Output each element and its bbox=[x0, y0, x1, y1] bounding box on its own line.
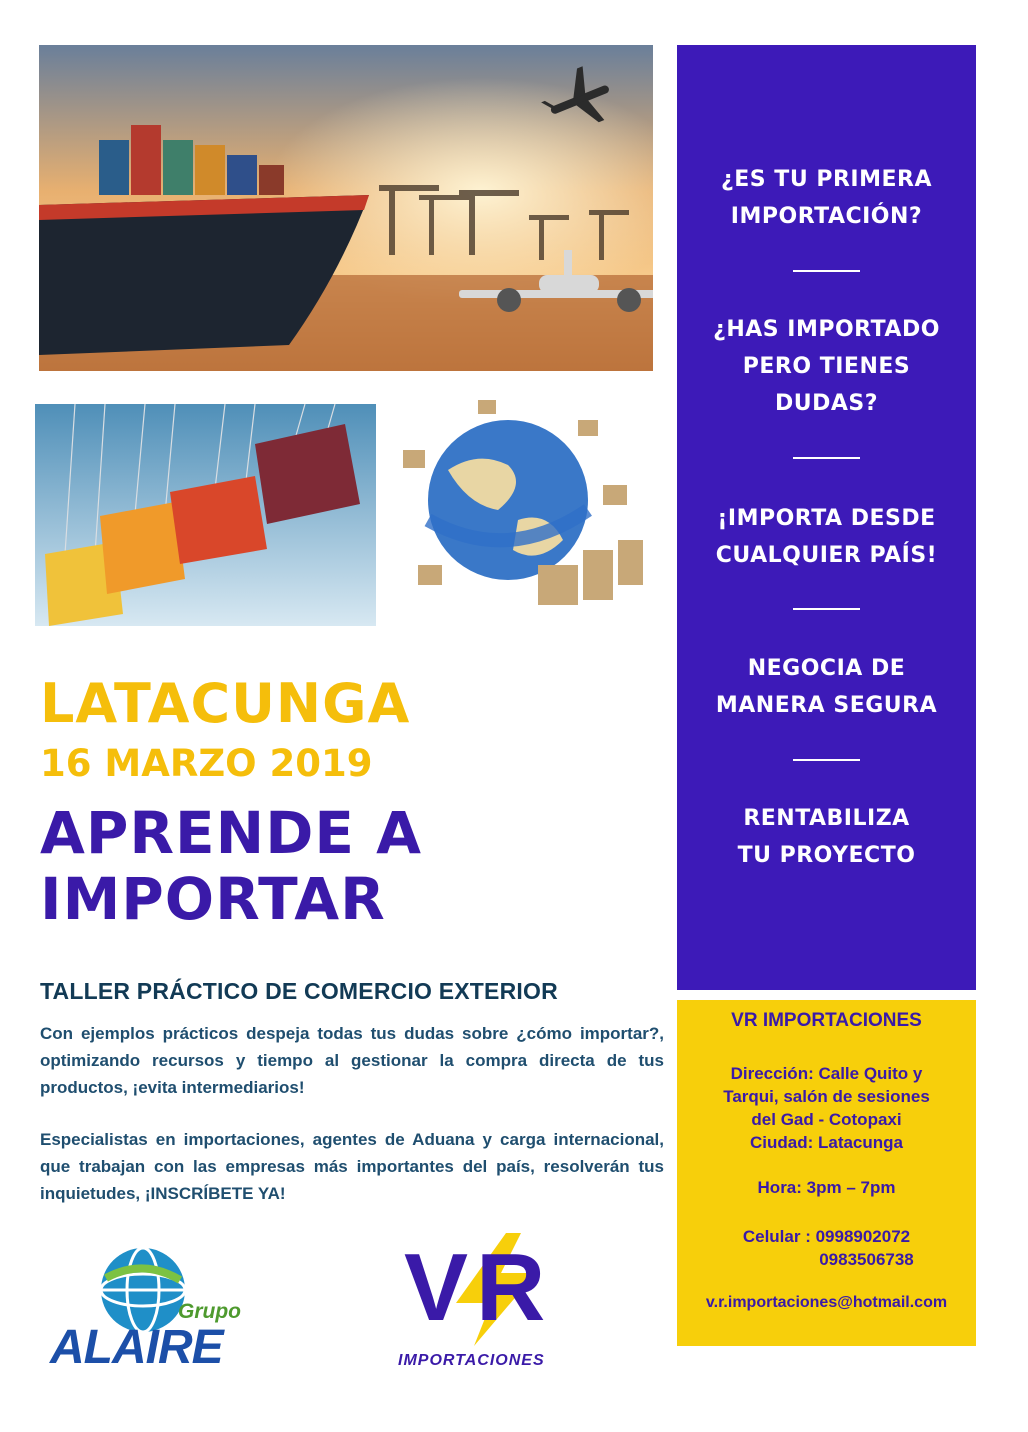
profitability-line1: RENTABILIZA bbox=[743, 806, 910, 831]
divider bbox=[793, 608, 860, 610]
question-doubts-line1: ¿HAS IMPORTADO bbox=[713, 317, 940, 342]
question-doubts-line2: PERO TIENES bbox=[742, 354, 911, 379]
workshop-subtitle: TALLER PRÁCTICO DE COMERCIO EXTERIOR bbox=[40, 978, 558, 1004]
event-hours: Hora: 3pm – 7pm bbox=[757, 1178, 896, 1197]
phone-block bbox=[677, 1225, 976, 1271]
globe-boxes-photo bbox=[388, 390, 655, 628]
vr-letters: VR bbox=[404, 1234, 554, 1341]
description-paragraph-1: Con ejemplos prácticos despeja todas tus dudas sobre ¿cómo importar?, optimizando recursos y tiempo al gestionar la compra directa de tus productos, ¡evita intermediarios! bbox=[40, 1024, 664, 1097]
event-city: LATACUNGA bbox=[40, 672, 411, 735]
profitability-line2: TU PROYECTO bbox=[737, 843, 916, 868]
address-line1: Dirección: Calle Quito y bbox=[730, 1064, 923, 1083]
negotiate-safely-line2: MANERA SEGURA bbox=[715, 693, 938, 718]
cargo-ship-airplane-photo bbox=[39, 45, 653, 371]
event-headline bbox=[40, 800, 422, 932]
alaire-logo bbox=[48, 1238, 258, 1378]
phone-line2: 0983506738 bbox=[819, 1250, 914, 1269]
benefits-panel bbox=[677, 45, 976, 990]
phone-line1: Celular : 0998902072 bbox=[742, 1227, 911, 1246]
question-first-import-line2: IMPORTACIÓN? bbox=[730, 204, 923, 229]
headline-line1: APRENDE A bbox=[40, 799, 423, 867]
event-date: 16 MARZO 2019 bbox=[40, 742, 373, 785]
question-doubts-line3: DUDAS? bbox=[774, 391, 879, 416]
divider bbox=[793, 759, 860, 761]
contact-email[interactable]: v.r.importaciones@hotmail.com bbox=[705, 1294, 948, 1311]
import-anywhere-line1: ¡IMPORTA DESDE bbox=[717, 506, 936, 531]
hanging-containers-photo bbox=[35, 404, 376, 626]
divider bbox=[793, 270, 860, 272]
question-first-import-line1: ¿ES TU PRIMERA bbox=[721, 167, 932, 192]
negotiate-safely-line1: NEGOCIA DE bbox=[747, 656, 906, 681]
vr-subtitle: IMPORTACIONES bbox=[398, 1352, 545, 1369]
headline-line2: IMPORTAR bbox=[40, 865, 386, 933]
vr-importaciones-logo bbox=[396, 1228, 596, 1378]
import-anywhere-line2: CUALQUIER PAÍS! bbox=[715, 543, 938, 568]
address-block bbox=[677, 1062, 976, 1154]
address-line3: del Gad - Cotopaxi bbox=[751, 1110, 902, 1129]
contact-info-box bbox=[677, 1000, 976, 1346]
company-name: VR IMPORTACIONES bbox=[731, 1010, 922, 1031]
address-line2: Tarqui, salón de sesiones bbox=[723, 1087, 930, 1106]
divider bbox=[793, 457, 860, 459]
alaire-name-text: ALAIRE bbox=[50, 1321, 223, 1374]
description-paragraph-2: Especialistas en importaciones, agentes de Aduana y carga internacional, que trabajan con las empresas más importantes del país, resolverán tus inquietudes, ¡INSCRÍBETE YA! bbox=[40, 1130, 664, 1203]
alaire-grupo-text: Grupo bbox=[178, 1300, 241, 1323]
address-line4: Ciudad: Latacunga bbox=[749, 1133, 903, 1152]
